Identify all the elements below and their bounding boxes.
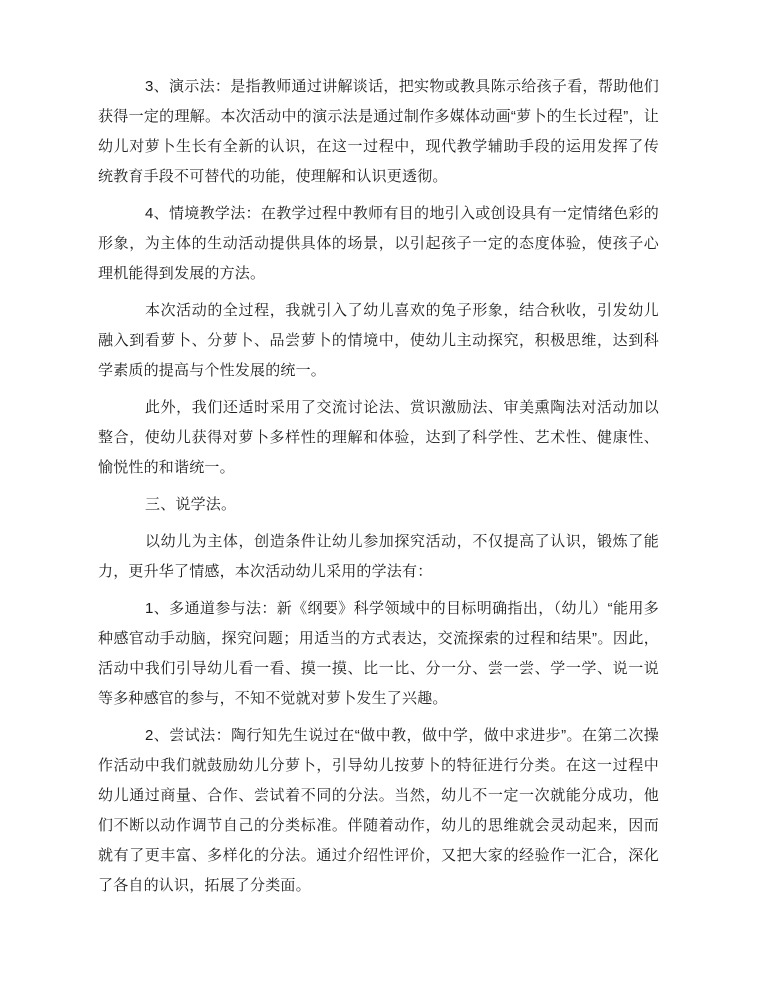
- paragraph-demonstration-method: 3、演示法：是指教师通过讲解谈话，把实物或教具陈示给孩子看，帮助他们获得一定的理解。本次活动中的演示法是通过制作多媒体动画“萝卜的生长过程”，让幼儿对萝卜生长有全新的认识，在这一过程中，现代教学辅助手段的运用发挥了传统教育手段不可替代的功能，使理解和认识更透彻。: [98, 78, 659, 185]
- document-body: [98, 72, 659, 908]
- paragraph-situational-teaching-method: 4、情境教学法：在教学过程中教师有目的地引入或创设具有一定情绪色彩的形象，为主体的生动活动提供具体的场景，以引起孩子一定的态度体验，使孩子心理机能得到发展的方法。: [98, 205, 659, 282]
- paragraph-multichannel-participation-method: 1、多通道参与法：新《纲要》科学领域中的目标明确指出，（幼儿）“能用多种感官动手动脑，探究问题；用适当的方式表达，交流探索的过程和结果”。因此，活动中我们引导幼儿看一看、摸一摸、比一比、分一分、尝一尝、学一学、说一说等多种感官的参与，不知不觉就对萝卜发生了兴趣。: [98, 600, 659, 707]
- paragraph-integrated-methods: 此外，我们还适时采用了交流讨论法、赏识激励法、审美熏陶法对活动加以整合，使幼儿获得对萝卜多样性的理解和体验，达到了科学性、艺术性、健康性、愉悦性的和谐统一。: [98, 399, 659, 476]
- paragraph-trial-method: 2、尝试法：陶行知先生说过在“做中教，做中学，做中求进步”。在第二次操作活动中我们就鼓励幼儿分萝卜，引导幼儿按萝卜的特征进行分类。在这一过程中幼儿通过商量、合作、尝试着不同的分法。当然，幼儿不一定一次就能分成功，他们不断以动作调节自己的分类标准。伴随着动作，幼儿的思维就会灵动起来，因而就有了更丰富、多样化的分法。通过介绍性评价，又把大家的经验作一汇合，深化了各自的认识，拓展了分类面。: [98, 727, 659, 894]
- paragraph-section-heading-learning-methods: 三、说学法。: [145, 496, 237, 513]
- paragraph-rabbit-scenario: 本次活动的全过程，我就引入了幼儿喜欢的兔子形象，结合秋收，引发幼儿融入到看萝卜、分萝卜、品尝萝卜的情境中，使幼儿主动探究，积极思维，达到科学素质的提高与个性发展的统一。: [98, 302, 659, 379]
- paragraph-child-as-subject: 以幼儿为主体，创造条件让幼儿参加探究活动，不仅提高了认识，锻炼了能力，更升华了情感，本次活动幼儿采用的学法有：: [98, 533, 659, 580]
